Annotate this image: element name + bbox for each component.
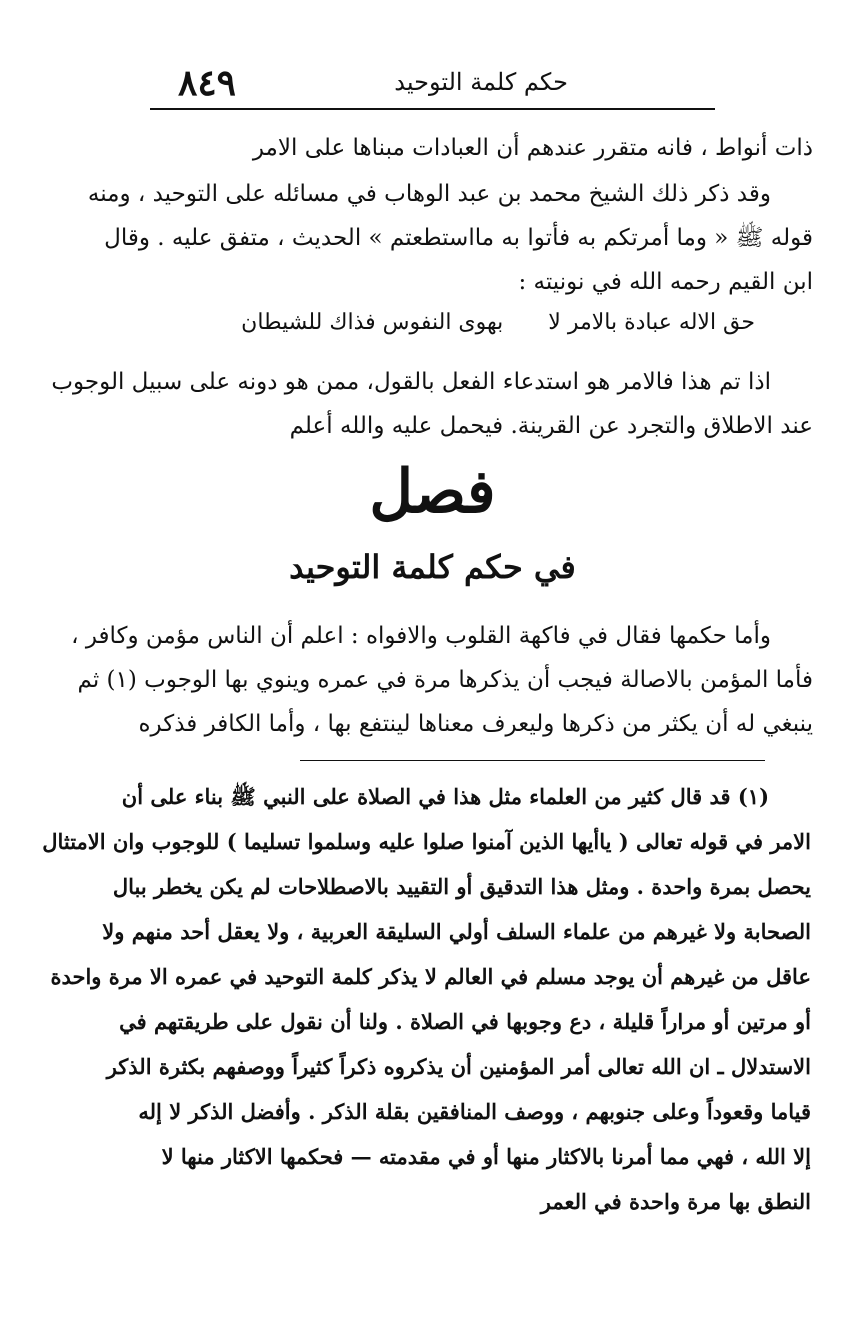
header-rule [150, 108, 715, 110]
paragraph-1 [133, 126, 813, 170]
footnote-rule [300, 760, 765, 761]
footnote-line: إلا الله ، فهي مما أمرنا بالاكثار منها أو في مقدمته — فحكمها الاكثار منها لا [161, 1144, 811, 1169]
verse-hemistich-second: بهوى النفوس فذاك للشيطان [241, 310, 504, 335]
text-line: وأما حكمها فقال في فاكهة القلوب والافواه : اعلم أن الناس مؤمن وكافر ، [71, 623, 771, 649]
footnote-line: الاستدلال ـ ان الله تعالى أمر المؤمنين أن يذكروه ذكراً كثيراً ووصفهم بكثرة الذكر [106, 1054, 811, 1079]
footnote [42, 774, 811, 1224]
text-line: عند الاطلاق والتجرد عن القرينة. فيحمل عليه والله أعلم [289, 413, 813, 439]
footnote-line: الامر في قوله تعالى ( ياأيها الذين آمنوا صلوا عليه وسلموا تسليما ) للوجوب وان الامتثال [42, 829, 811, 854]
footnote-line: الصحابة ولا غيرهم من علماء السلف أولي السليقة العربية ، ولا يعقل أحد منهم ولا [102, 919, 811, 944]
footnote-line: يحصل بمرة واحدة . ومثل هذا التدقيق أو التقييد بالاصطلاحات لم يكن يخطر ببال [112, 874, 811, 899]
footnote-line: عاقل من غيرهم أن يوجد مسلم في العالم لا يذكر كلمة التوحيد في عمره الا مرة واحدة [50, 964, 811, 989]
running-title: حكم كلمة التوحيد [394, 68, 568, 96]
footnote-line: أو مرتين أو مراراً قليلة ، دع وجوبها في الصلاة . ولنا أن نقول على طريقتهم في [119, 1009, 811, 1034]
text-line: وقد ذكر ذلك الشيخ محمد بن عبد الوهاب في مسائله على التوحيد ، ومنه [87, 181, 771, 207]
text-line: قوله ﷺ « وما أمرتكم به فأتوا به مااستطعتم » الحديث ، متفق عليه . وقال [104, 225, 813, 251]
paragraph-4 [71, 614, 813, 746]
section-subheading: في حكم كلمة التوحيد [289, 548, 576, 586]
text-line: ذات أنواط ، فانه متقرر عندهم أن العبادات مبناها على الامر [252, 135, 813, 161]
footnote-line: قياما وقعوداً وعلى جنوبهم ، ووصف المنافقين بقلة الذكر . وأفضل الذكر لا إله [138, 1099, 811, 1124]
footnote-line: النطق بها مرة واحدة في العمر [540, 1189, 811, 1214]
footnote-line: (١) قد قال كثير من العلماء مثل هذا في الصلاة على النبي ﷺ بناء على أن [121, 784, 769, 809]
verse-hemistich-first: حق الاله عبادة بالامر لا [548, 310, 755, 335]
section-heading: فصل [369, 457, 496, 527]
poetry-verse [241, 310, 755, 335]
paragraph-2 [87, 172, 813, 304]
page-header [148, 62, 716, 108]
page-number: ٨٤٩ [178, 62, 237, 104]
text-line: فأما المؤمن بالاصالة فيجب أن يذكرها مرة في عمره وينوي بها الوجوب (١) ثم [77, 667, 813, 693]
text-line: اذا تم هذا فالامر هو استدعاء الفعل بالقول، ممن هو دونه على سبيل الوجوب [51, 369, 771, 395]
text-line: ينبغي له أن يكثر من ذكرها وليعرف معناها لينتفع بها ، وأما الكافر فذكره [138, 711, 813, 737]
paragraph-3 [51, 360, 813, 448]
text-line: ابن القيم رحمه الله في نونيته : [518, 269, 813, 295]
